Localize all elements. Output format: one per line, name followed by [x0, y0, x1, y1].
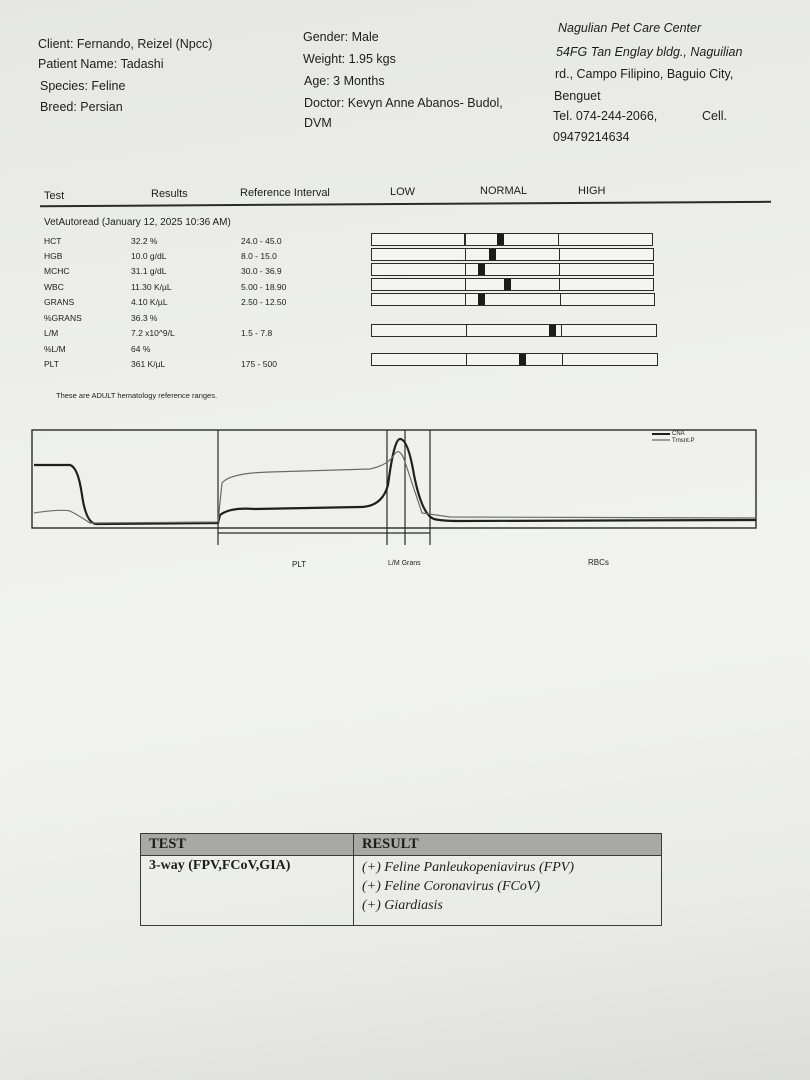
range-divider-low: [465, 249, 466, 260]
range-bar: [371, 278, 654, 291]
range-divider-low: [466, 354, 467, 365]
row-reference-interval: 2.50 - 12.50: [241, 297, 287, 307]
col-low: LOW: [390, 186, 416, 198]
histogram-label-rbcs: RBCs: [588, 558, 609, 567]
histogram-frame: [32, 430, 756, 528]
row-result-value: 361 K/µL: [131, 359, 166, 369]
legend-label-1: CNA: [672, 431, 685, 437]
table-header-test: TEST: [141, 834, 354, 856]
row-test-name: GRANS: [44, 297, 75, 307]
gender: Gender: Male: [303, 30, 379, 44]
row-result-value: 64 %: [131, 344, 151, 354]
table-header-row: [141, 834, 662, 856]
col-results: Results: [151, 188, 188, 200]
range-marker: [504, 279, 511, 290]
serology-results-table: [140, 833, 662, 926]
histogram-label-lm-grans: L/M Grans: [388, 560, 421, 567]
row-test-name: HCT: [44, 236, 62, 246]
row-result-value: 4.10 K/µL: [131, 297, 168, 307]
header-rule: [40, 201, 771, 207]
range-divider-high: [560, 294, 561, 305]
row-test-name: %GRANS: [44, 313, 82, 323]
range-marker: [478, 294, 485, 305]
histogram-curve-primary: [34, 439, 756, 524]
row-reference-interval: 8.0 - 15.0: [241, 251, 277, 261]
range-bar: [371, 233, 653, 246]
legend-label-2: Trnsnt.P: [672, 438, 695, 444]
table-row: [141, 856, 662, 926]
breed: Breed: Persian: [40, 100, 123, 114]
range-divider-low: [465, 294, 466, 305]
range-bar: [371, 324, 657, 337]
clinic-cell-label: Cell.: [702, 109, 728, 123]
range-bar: [371, 353, 658, 366]
row-reference-interval: 1.5 - 7.8: [241, 328, 273, 338]
range-marker: [497, 234, 504, 245]
range-divider-high: [559, 249, 560, 260]
test-results: [354, 856, 662, 926]
histogram-label-plt: PLT: [292, 560, 307, 569]
doctor-name: Doctor: Kevyn Anne Abanos- Budol,: [304, 96, 503, 110]
clinic-telephone: Tel. 074-244-2066,: [553, 109, 658, 123]
row-test-name: MCHC: [44, 266, 70, 276]
row-result-value: 36.3 %: [131, 313, 158, 323]
test-name: 3-way (FPV,FCoV,GIA): [141, 856, 354, 926]
clinic-name: Nagulian Pet Care Center: [558, 21, 702, 35]
range-marker: [549, 325, 556, 336]
range-divider-low: [466, 325, 467, 336]
species: Species: Feline: [40, 79, 126, 93]
range-divider-high: [561, 325, 562, 336]
range-divider-high: [559, 264, 560, 275]
row-reference-interval: 5.00 - 18.90: [241, 282, 287, 292]
row-reference-interval: 24.0 - 45.0: [241, 236, 282, 246]
range-divider-low: [465, 264, 466, 275]
histogram-curve-secondary: [34, 452, 756, 523]
age: Age: 3 Months: [304, 74, 385, 88]
result-giardia: (+) Giardiasis: [362, 898, 443, 913]
row-reference-interval: 175 - 500: [241, 359, 277, 369]
range-divider-low: [464, 234, 465, 245]
clinic-cell-number: 09479214634: [553, 130, 630, 144]
col-reference-interval: Reference Interval: [240, 187, 330, 199]
col-normal: NORMAL: [480, 185, 528, 197]
weight: Weight: 1.95 kgs: [303, 52, 396, 66]
client-name: Client: Fernando, Reizel (Npcc): [38, 37, 213, 51]
row-result-value: 32.2 %: [131, 236, 158, 246]
row-result-value: 10.0 g/dL: [131, 251, 167, 261]
row-result-value: 31.1 g/dL: [131, 266, 167, 276]
range-bar: [371, 263, 654, 276]
row-test-name: PLT: [44, 359, 59, 369]
row-result-value: 7.2 x10^9/L: [131, 328, 175, 338]
range-marker: [489, 249, 496, 260]
row-test-name: %L/M: [44, 344, 66, 354]
table-header-result: RESULT: [354, 834, 662, 856]
clinic-address-2: rd., Campo Filipino, Baguio City,: [555, 67, 734, 81]
result-fcov: (+) Feline Coronavirus (FCoV): [362, 879, 541, 894]
doctor-title: DVM: [304, 116, 332, 130]
range-marker: [519, 354, 526, 365]
range-marker: [478, 264, 485, 275]
col-high: HIGH: [578, 185, 606, 197]
row-test-name: L/M: [44, 328, 59, 338]
range-divider-high: [559, 279, 560, 290]
result-fpv: (+) Feline Panleukopeniavirus (FPV): [362, 860, 574, 875]
range-divider-low: [465, 279, 466, 290]
row-reference-interval: 30.0 - 36.9: [241, 266, 282, 276]
analyzer-run: VetAutoread (January 12, 2025 10:36 AM): [44, 217, 231, 228]
col-test: Test: [44, 190, 65, 202]
row-result-value: 11.30 K/µL: [131, 282, 172, 292]
row-test-name: WBC: [44, 282, 64, 292]
range-divider-high: [562, 354, 563, 365]
range-bar: [371, 248, 654, 261]
reference-footnote: These are ADULT hematology reference ranges.: [56, 391, 218, 400]
patient-name: Patient Name: Tadashi: [38, 57, 164, 71]
range-divider-high: [558, 234, 559, 245]
clinic-address-1: 54FG Tan Englay bldg., Naguilian: [556, 45, 743, 59]
clinic-address-3: Benguet: [554, 89, 601, 103]
row-test-name: HGB: [44, 251, 63, 261]
range-bar: [371, 293, 655, 306]
